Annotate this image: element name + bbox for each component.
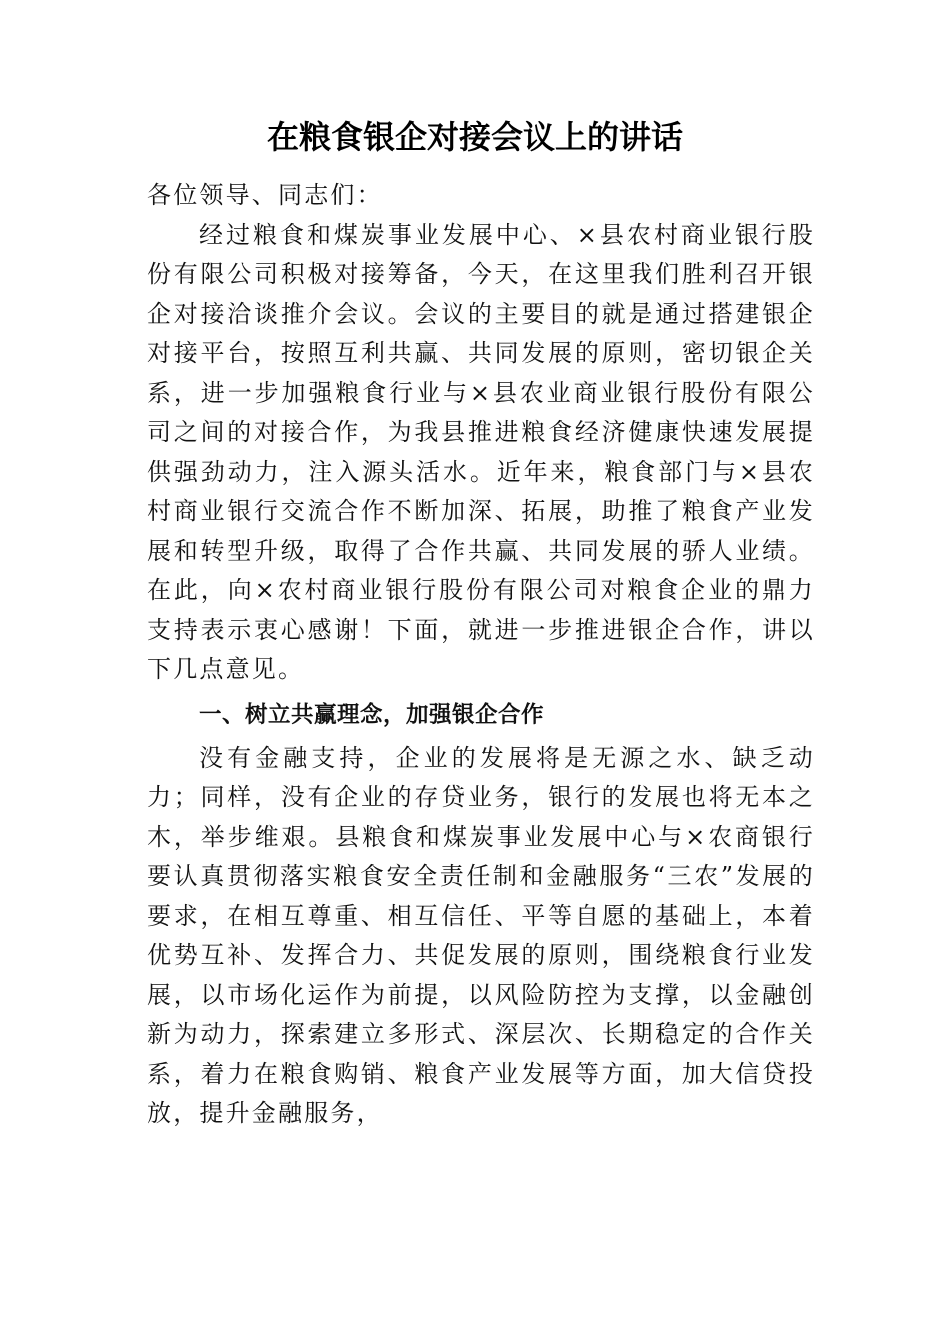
paragraph-opening: 经过粮食和煤炭事业发展中心、×县农村商业银行股份有限公司积极对接筹备，今天，在这里我们胜利召开银企对接洽谈推介会议。会议的主要目的就是通过搭建银企对接平台，按照互利共赢、共同发展的原则，密切银企关系，进一步加强粮食行业与×县农业商业银行股份有限公司之间的对接合作，为我县推进粮食经济健康快速发展提供强劲动力，注入源头活水。近年来，粮食部门与×县农村商业银行交流合作不断加深、拓展，助推了粮食产业发展和转型升级，取得了合作共赢、共同发展的骄人业绩。在此，向×农村商业银行股份有限公司对粮食企业的鼎力支持表示衷心感谢！下面，就进一步推进银企合作，讲以下几点意见。 [147,220,815,683]
paragraph-section-1: 没有金融支持，企业的发展将是无源之水、缺乏动力；同样，没有企业的存贷业务，银行的发展也将无本之木，举步维艰。县粮食和煤炭事业发展中心与×农商银行要认真贯彻落实粮食安全责任制和金融服务“三农”发展的要求，在相互尊重、相互信任、平等自愿的基础上，本着优势互补、发挥合力、共促发展的原则，围绕粮食行业发展，以市场化运作为前提，以风险防控为支撑，以金融创新为动力，探索建立多形式、深层次、长期稳定的合作关系，着力在粮食购销、粮食产业发展等方面，加大信贷投放，提升金融服务， [147,743,815,1127]
salutation: 各位领导、同志们： [147,181,383,209]
document-body [147,176,815,1134]
section-heading-1: 一、树立共赢理念，加强银企合作 [199,701,545,728]
document-title: 在粮食银企对接会议上的讲话 [266,118,683,156]
